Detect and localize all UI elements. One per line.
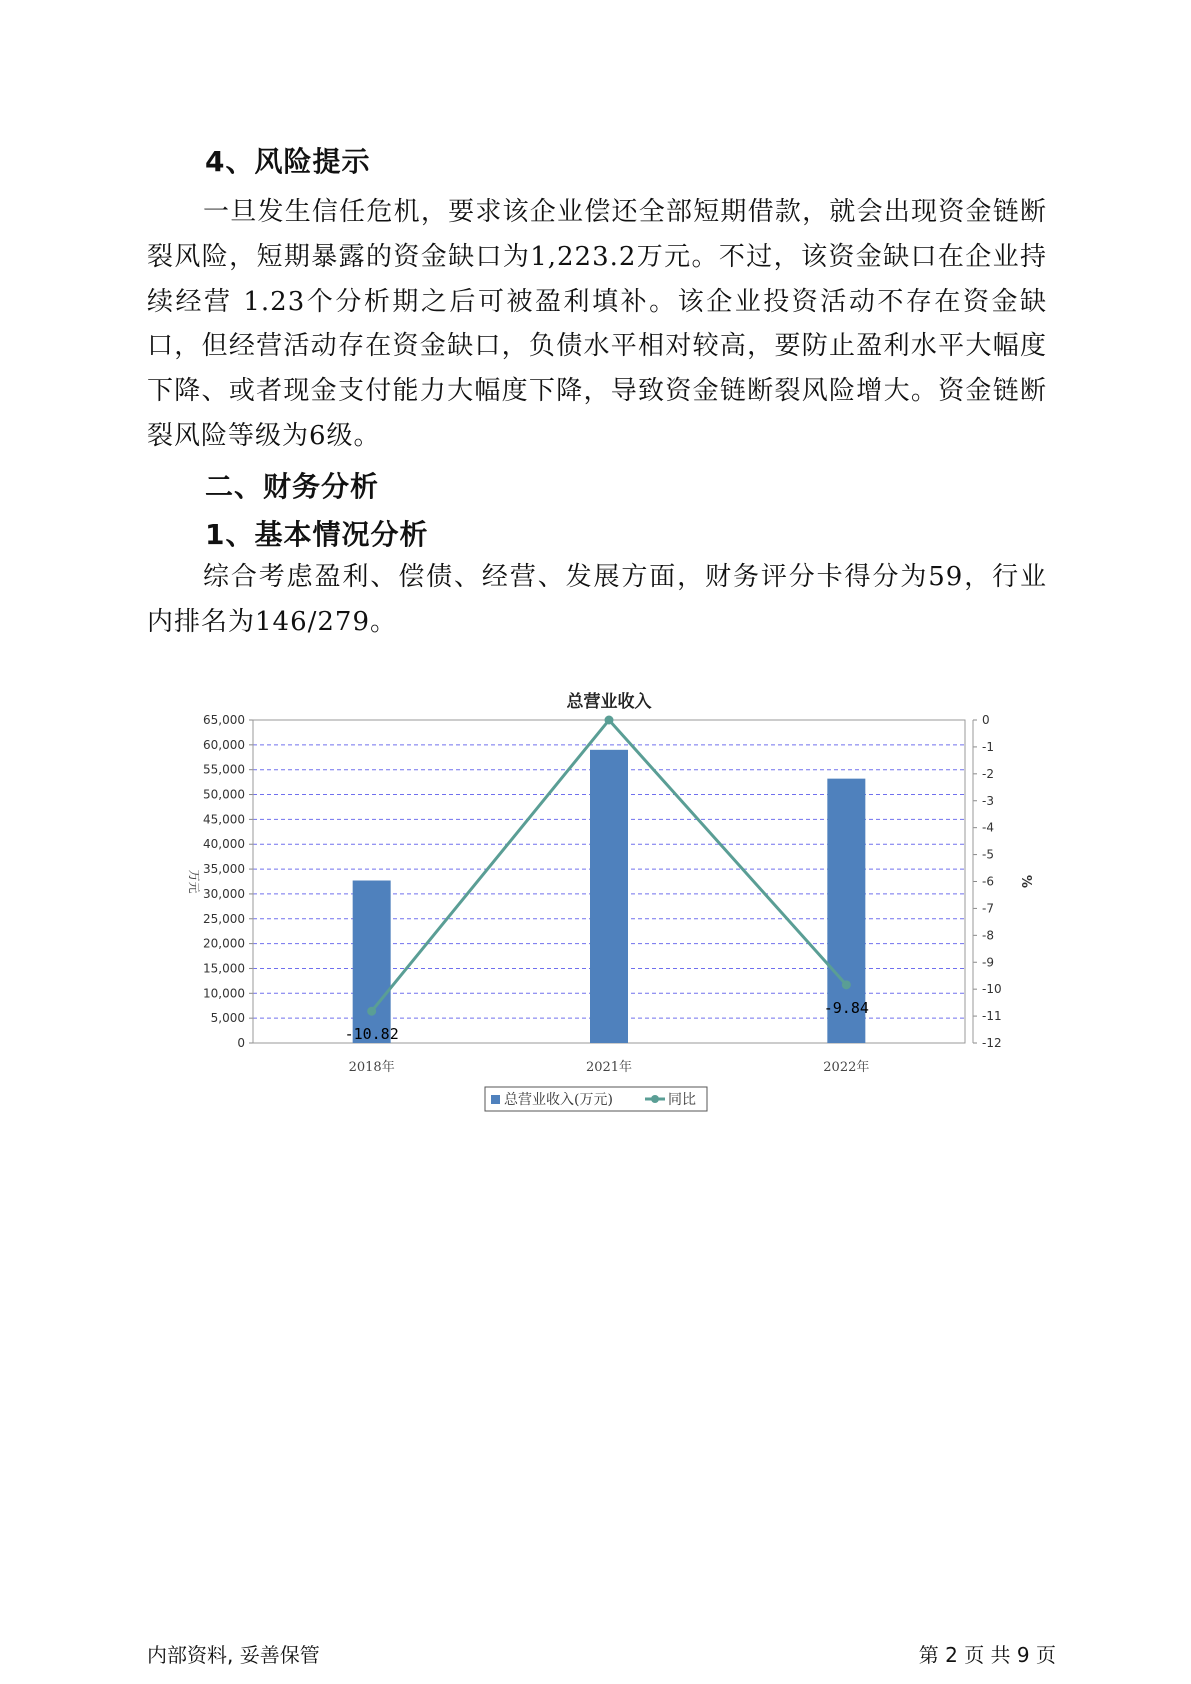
y-right-tick-label: -5 [982,847,994,862]
y-right-tick-label: 0 [982,713,990,727]
y-tick-label: 45,000 [203,812,245,827]
y-right-tick-label: -6 [982,874,994,889]
y-tick-label: 50,000 [203,787,245,802]
legend-line-marker [651,1095,659,1103]
revenue-bar [590,750,628,1043]
risk-heading: 4、风险提示 [205,145,371,178]
basic-heading: 1、基本情况分析 [205,518,429,551]
y-right-tick-label: -1 [982,739,994,754]
y-tick-label: 10,000 [203,986,245,1001]
y-tick-label: 20,000 [203,936,245,951]
y-tick-label: 0 [237,1036,245,1050]
revenue-chart [170,692,1033,1190]
y-right-tick-label: -12 [982,1036,1002,1050]
y-tick-label: 40,000 [203,837,245,852]
y-tick-label: 15,000 [203,961,245,976]
y-tick-label: 35,000 [203,862,245,877]
yoy-point [605,716,614,725]
y-tick-label: 30,000 [203,886,245,901]
yoy-point [842,980,851,989]
x-tick-label: 2018年 [348,1060,395,1075]
legend-line-label: 同比 [668,1092,696,1108]
y-right-tick-label: -11 [982,1009,1002,1024]
legend-bar-swatch [491,1095,500,1104]
risk-paragraph: 一旦发生信任危机，要求该企业偿还全部短期借款，就会出现资金链断裂风险，短期暴露的资金缺口为1,223.2万元。不过，该资金缺口在企业持续经营 1.23个分析期之后可被盈利填补。该企业投资活动不存在资金缺口，但经营活动存在资金缺口，负债水平相对较高，要防止盈利水平大幅度下降、或者现金支付能力大幅度下降，导致资金链断裂风险增大。资金链断裂风险等级为6级。 [147,197,1047,451]
y-tick-label: 25,000 [203,911,245,926]
yoy-data-label: -9.84 [823,998,869,1017]
footer-confidential: 内部资料, 妥善保管 [147,1643,320,1667]
y-tick-label: 5,000 [210,1011,245,1026]
y-right-tick-label: -10 [982,982,1002,997]
chart-title: 总营业收入 [566,692,652,712]
finance-heading: 二、财务分析 [205,470,380,503]
revenue-bar [353,881,391,1043]
y-right-tick-label: -3 [982,793,994,808]
yoy-point [367,1007,376,1016]
y-axis-label: 万元 [187,869,201,894]
x-tick-label: 2021年 [585,1060,633,1075]
yoy-data-label: -10.82 [344,1025,399,1044]
y-tick-label: 60,000 [203,737,245,752]
legend-bar-label: 总营业收入(万元) [504,1092,613,1108]
x-tick-label: 2022年 [823,1060,870,1075]
y-right-tick-label: -4 [982,820,994,835]
y-tick-label: 55,000 [203,762,245,777]
y-right-tick-label: -7 [982,901,994,916]
y-right-axis-label: % [1018,874,1033,889]
y-right-tick-label: -8 [982,928,994,943]
footer-page-number: 第 2 页 共 9 页 [918,1643,1056,1667]
basic-paragraph: 综合考虑盈利、偿债、经营、发展方面，财务评分卡得分为59，行业内排名为146/279。 [147,562,1047,637]
y-right-tick-label: -2 [982,766,994,781]
y-right-tick-label: -9 [982,955,994,970]
y-tick-label: 65,000 [203,713,245,727]
